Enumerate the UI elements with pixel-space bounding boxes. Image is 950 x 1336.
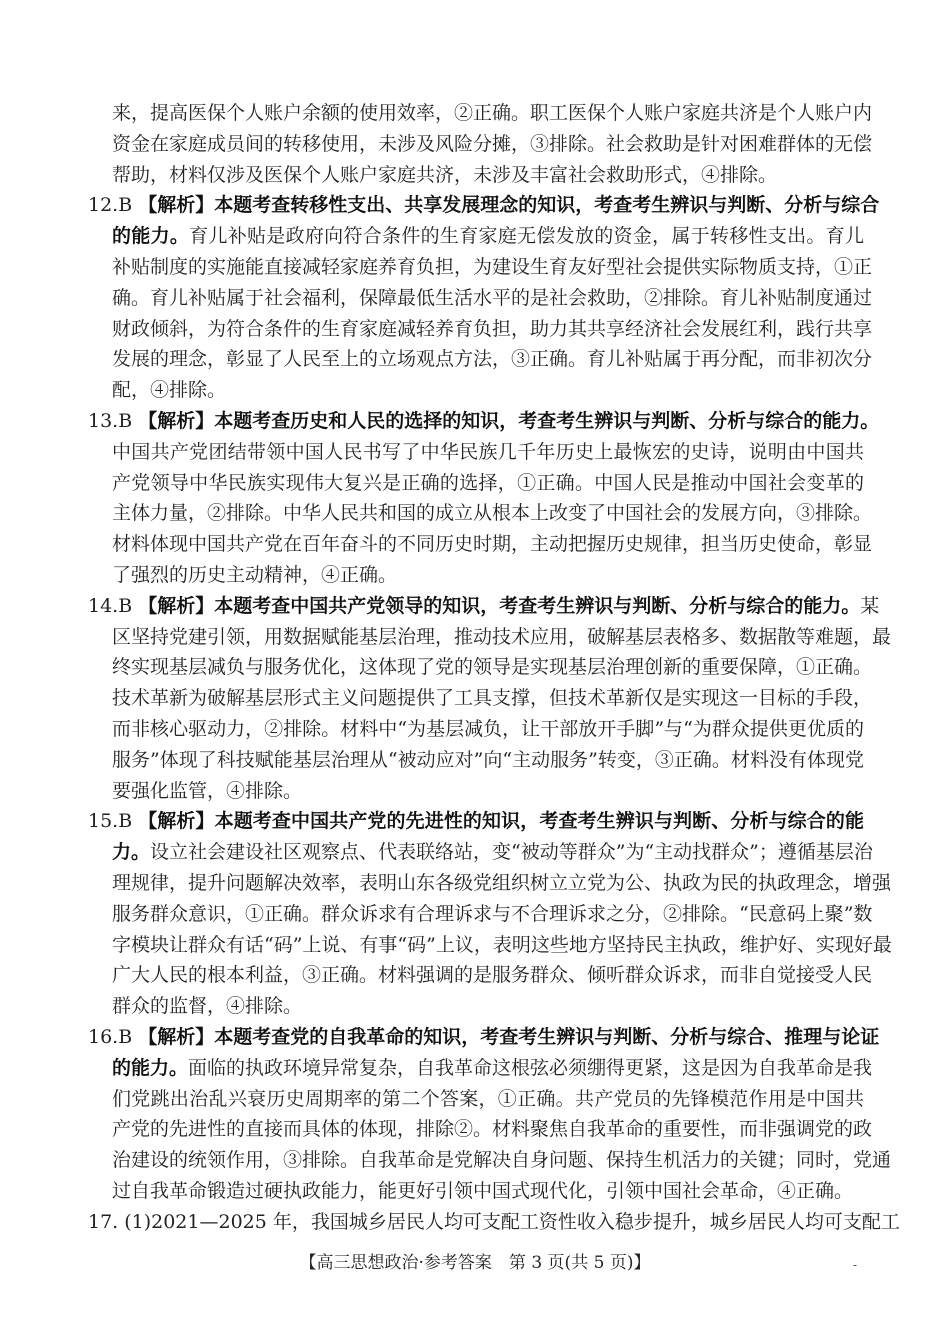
answer-line xyxy=(88,1053,873,1084)
line-text xyxy=(138,591,880,622)
page-footer: 【高三思想政治·参考答案 第 3 页(共 5 页)】 xyxy=(299,1253,651,1273)
body-text: 配，④排除。 xyxy=(112,379,227,402)
line-text xyxy=(112,221,864,252)
answer-line xyxy=(88,529,873,560)
answer-line xyxy=(88,868,892,899)
line-text xyxy=(112,529,873,560)
answer-line xyxy=(88,714,864,745)
line-text xyxy=(112,776,864,807)
body-text: 主体力量，②排除。中华人民共和国的成立从根本上改变了中国社会的发展方向，③排除。 xyxy=(112,502,873,525)
answer-number: 16.B xyxy=(88,1025,133,1048)
body-text: 而非核心驱动力，②排除。材料中“为基层减负，让干部放开手脚”与“为群众提供更优质的 xyxy=(112,717,864,740)
line-text xyxy=(112,314,873,345)
line-text xyxy=(138,406,880,437)
answer-number: 13.B xyxy=(88,409,133,432)
body-text: (1)2021—2025 年，我国城乡居民人均可支配工资性收入稳步提升，城乡居民人均可支配工 xyxy=(124,1210,900,1233)
answer-line xyxy=(88,344,873,375)
body-text: 材料体现中国共产党在百年奋斗的不同历史时期，主动把握历史规律，担当历史使命，彰显 xyxy=(112,533,873,556)
answer-line xyxy=(88,1145,892,1176)
line-text xyxy=(112,1053,873,1084)
answer-line xyxy=(88,98,873,129)
body-text: 中国共产党团结带领中国人民书写了中华民族几千年历史上最恢宏的史诗，说明由中国共 xyxy=(112,440,864,463)
body-text: 治建设的统领作用，③排除。自我革命是党解决自身问题、保持生机活力的关键；同时，党通 xyxy=(112,1149,892,1172)
answer-content xyxy=(88,98,900,1237)
line-text xyxy=(112,868,892,899)
line-text xyxy=(112,344,873,375)
line-text xyxy=(112,498,873,529)
body-text: 产党领导中华民族实现伟大复兴是正确的选择，①正确。中国人民是推动中国社会变革的 xyxy=(112,471,864,494)
answer-item-first-line xyxy=(88,190,880,221)
line-text xyxy=(112,683,873,714)
line-text xyxy=(112,652,873,683)
answer-line xyxy=(88,468,864,499)
line-text xyxy=(112,837,873,868)
line-text xyxy=(112,899,873,930)
bold-analysis-text: 【解析】本题考查中国共产党领导的知识，考查考生辨识与判断、分析与综合的能力。 xyxy=(138,594,861,617)
body-text: 字模块让群众有话“码”上说、有事“码”上议，表明这些地方坚持民主执政，维护好、实现好最 xyxy=(112,933,892,956)
bold-analysis-text: 力。 xyxy=(112,841,151,864)
answer-line xyxy=(88,437,864,468)
line-text xyxy=(112,98,873,129)
line-text xyxy=(138,1022,880,1053)
answer-number: 17. xyxy=(88,1210,119,1233)
line-text xyxy=(112,129,873,160)
line-text xyxy=(112,1114,873,1145)
answer-line xyxy=(88,1114,873,1145)
body-text: 过自我革命锻造过硬执政能力，能更好引领中国式现代化，引领中国社会革命，④正确。 xyxy=(112,1179,854,1202)
body-text: 育儿补贴是政府向符合条件的生育家庭无偿发放的资金，属于转移性支出。育儿 xyxy=(189,225,864,248)
answer-number: 14.B xyxy=(88,594,133,617)
answer-line xyxy=(88,683,873,714)
answer-line xyxy=(88,129,873,160)
line-text xyxy=(112,930,892,961)
body-text: 了强烈的历史主动精神，④正确。 xyxy=(112,563,398,586)
body-text: 服务群众意识，①正确。群众诉求有合理诉求与不合理诉求之分，②排除。“民意码上聚”数 xyxy=(112,902,873,925)
answer-line xyxy=(88,960,873,991)
answer-item-first-line xyxy=(88,1207,900,1238)
answer-line xyxy=(88,221,864,252)
body-text: 服务”体现了科技赋能基层治理从“被动应对”向“主动服务”转变，③正确。材料没有体现党 xyxy=(112,748,864,771)
line-text xyxy=(112,745,864,776)
body-text: 来，提高医保个人账户余额的使用效率，②正确。职工医保个人账户家庭共济是个人账户内 xyxy=(112,102,873,124)
answer-line xyxy=(88,652,873,683)
line-text xyxy=(112,375,864,406)
line-text xyxy=(112,1176,864,1207)
line-text xyxy=(112,1145,892,1176)
line-text xyxy=(112,437,864,468)
answer-line xyxy=(88,745,864,776)
answer-line xyxy=(88,930,892,961)
body-text: 广大人民的根本利益，③正确。材料强调的是服务群众、倾听群众诉求，而非自觉接受人民 xyxy=(112,964,873,987)
line-text xyxy=(112,252,873,283)
line-text xyxy=(124,1207,900,1238)
answer-line xyxy=(88,899,873,930)
body-text: 设立社会建设社区观察点、代表联络站，变“被动等群众”为“主动找群众”；遵循基层治 xyxy=(150,841,873,864)
answer-line xyxy=(88,991,864,1022)
body-text: 资金在家庭成员间的转移使用，未涉及风险分摊，③排除。社会救助是针对困难群体的无偿 xyxy=(112,132,873,155)
body-text: 产党的先进性的直接而具体的体现，排除②。材料聚焦自我革命的重要性，而非强调党的政 xyxy=(112,1118,873,1141)
body-text: 某 xyxy=(860,594,880,617)
bold-analysis-text: 的能力。 xyxy=(112,225,190,248)
answer-line xyxy=(88,776,864,807)
line-text xyxy=(112,1084,864,1115)
answer-line xyxy=(88,622,892,653)
answer-number: 12.B xyxy=(88,194,133,217)
body-text: 面临的执政环境异常复杂，自我革命这根弦必须绷得更紧，这是因为自我革命是我 xyxy=(188,1056,873,1079)
answer-line xyxy=(88,375,864,406)
body-text: 帮助，材料仅涉及医保个人账户家庭共济，未涉及丰富社会救助形式，④排除。 xyxy=(112,163,778,186)
line-text xyxy=(138,190,880,221)
answer-line xyxy=(88,314,873,345)
line-text xyxy=(112,622,892,653)
line-text xyxy=(112,560,864,591)
line-text xyxy=(112,283,873,314)
body-text: 财政倾斜，为符合条件的生育家庭减轻养育负担，助力其共享经济社会发展红利，践行共享 xyxy=(112,317,873,340)
line-text xyxy=(112,991,864,1022)
body-text: 发展的理念，彰显了人民至上的立场观点方法，③正确。育儿补贴属于再分配，而非初次分 xyxy=(112,348,873,371)
body-text: 们党跳出治乱兴衰历史周期率的第二个答案，①正确。共产党员的先锋模范作用是中国共 xyxy=(112,1087,864,1110)
answer-line xyxy=(88,560,864,591)
line-text xyxy=(112,714,864,745)
line-text xyxy=(138,806,864,837)
answer-line xyxy=(88,283,873,314)
bold-analysis-text: 的能力。 xyxy=(112,1056,189,1079)
line-text xyxy=(112,960,873,991)
answer-item-first-line xyxy=(88,806,864,837)
answer-line xyxy=(88,160,864,191)
answer-item-first-line xyxy=(88,591,880,622)
answer-number: 15.B xyxy=(88,810,133,833)
line-text xyxy=(112,468,864,499)
bold-analysis-text: 【解析】本题考查党的自我革命的知识，考查考生辨识与判断、分析与综合、推理与论证 xyxy=(138,1025,880,1048)
answer-line xyxy=(88,1176,864,1207)
answer-line xyxy=(88,252,873,283)
bold-analysis-text: 【解析】本题考查转移性支出、共享发展理念的知识，考查考生辨识与判断、分析与综合 xyxy=(138,194,880,217)
answer-line xyxy=(88,498,873,529)
body-text: 技术革新为破解基层形式主义问题提供了工具支撑，但技术革新仅是实现这一目标的手段， xyxy=(112,687,873,710)
bold-analysis-text: 【解析】本题考查中国共产党的先进性的知识，考查考生辨识与判断、分析与综合的能 xyxy=(138,810,864,833)
answer-line xyxy=(88,1084,864,1115)
body-text: 终实现基层减负与服务优化，这体现了党的领导是实现基层治理创新的重要保障，①正确。 xyxy=(112,656,873,679)
answer-line xyxy=(88,837,873,868)
line-text xyxy=(112,160,864,191)
body-text: 补贴制度的实施能直接减轻家庭养育负担，为建设生育友好型社会提供实际物质支持，①正 xyxy=(112,255,873,278)
body-text: 区坚持党建引领，用数据赋能基层治理，推动技术应用，破解基层表格多、数据散等难题，最 xyxy=(112,625,892,648)
answer-item-first-line xyxy=(88,406,880,437)
body-text: 理规律，提升问题解决效率，表明山东各级党组织树立立党为公、执政为民的执政理念，增强 xyxy=(112,871,892,894)
body-text: 群众的监督，④排除。 xyxy=(112,995,303,1018)
corner-mark: - xyxy=(853,1258,858,1272)
bold-analysis-text: 【解析】本题考查历史和人民的选择的知识，考查考生辨识与判断、分析与综合的能力。 xyxy=(138,409,880,432)
body-text: 确。育儿补贴属于社会福利，保障最低生活水平的是社会救助，②排除。育儿补贴制度通过 xyxy=(112,286,873,309)
answer-item-first-line xyxy=(88,1022,880,1053)
body-text: 要强化监管，④排除。 xyxy=(112,779,303,802)
